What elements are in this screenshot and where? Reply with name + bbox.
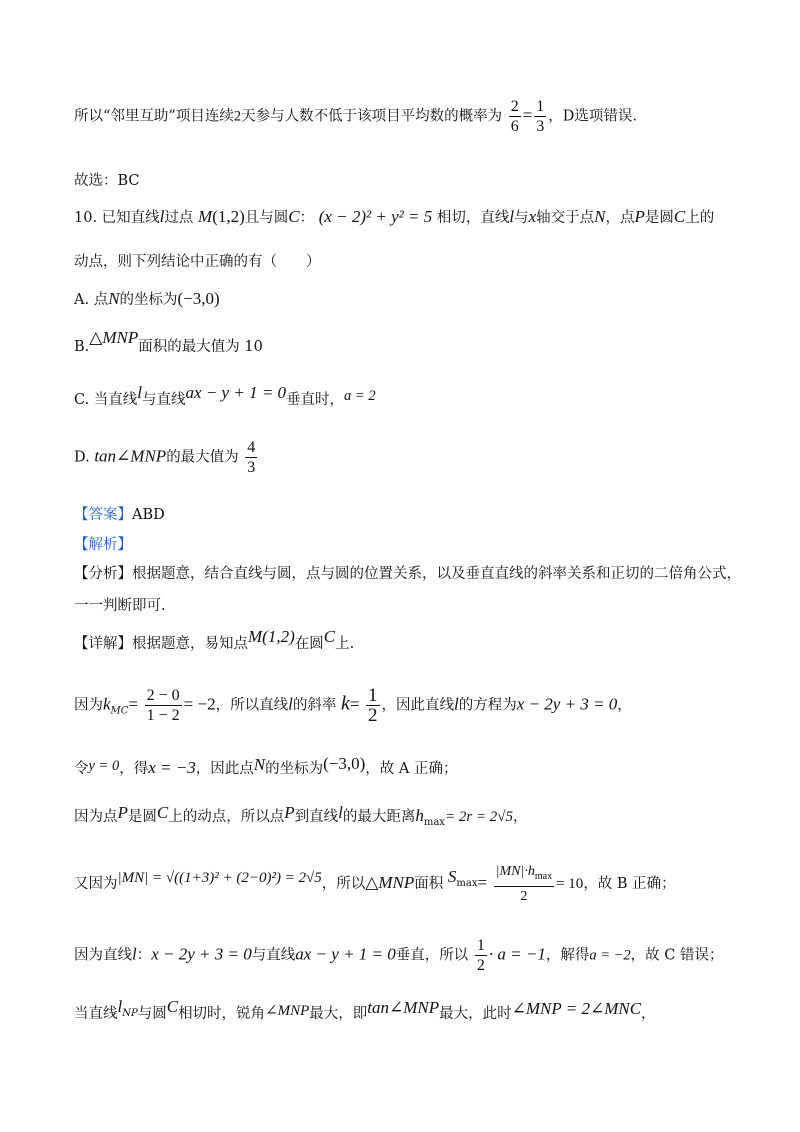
analysis-label: 【解析】 xyxy=(74,537,132,553)
denominator: 2 xyxy=(520,888,528,904)
text: 又因为 xyxy=(74,875,118,892)
analysis-summary-2 xyxy=(74,596,166,616)
var: k xyxy=(340,692,350,715)
text: 上. xyxy=(335,636,355,652)
numerator: 1 xyxy=(536,98,545,115)
value: = 10 xyxy=(556,875,584,892)
text: ，故 C 错误； xyxy=(630,947,724,964)
var: S xyxy=(447,866,457,886)
numerator xyxy=(494,862,554,887)
text: 根据题意，结合直线与圆，点与圆的位置关系，以及垂直直线的斜率关系和正切的二倍角公式， xyxy=(132,566,741,582)
equation: a = 2 xyxy=(344,388,376,404)
var: C xyxy=(288,207,300,226)
detail-intro xyxy=(74,627,355,654)
var: P xyxy=(284,803,295,822)
text: 面积的最大值为 10 xyxy=(138,339,263,355)
question-10-stem xyxy=(74,207,714,228)
var: l xyxy=(338,803,343,822)
coord: (−3,0) xyxy=(177,289,220,308)
equation: x = −3 xyxy=(148,758,196,777)
text: A. 点 xyxy=(74,292,109,308)
text: 一一判断即可. xyxy=(74,598,166,614)
text: ，所以 xyxy=(321,875,366,892)
text: ， xyxy=(617,697,632,714)
option-a xyxy=(74,289,220,310)
fraction-1-3 xyxy=(534,97,546,136)
answer-value: ABD xyxy=(132,507,165,523)
text: 面积 xyxy=(414,875,444,892)
numerator: 4 xyxy=(247,439,256,456)
fraction-area xyxy=(494,862,554,906)
var: l xyxy=(117,997,123,1016)
fraction-half xyxy=(366,686,380,725)
mn-length: |MN| = √((1+3)² + (2−0)²) = 2√5 xyxy=(117,869,322,886)
text: 的最大距离 xyxy=(342,809,416,825)
denominator: 3 xyxy=(536,118,545,135)
var: P xyxy=(634,207,645,226)
equation: ax − y + 1 = 0 xyxy=(295,944,396,964)
text: 的坐标为 xyxy=(265,761,324,777)
subscript: max xyxy=(423,816,445,828)
text: 过点 xyxy=(164,210,194,226)
fraction-slope xyxy=(145,686,182,725)
text: 上的动点，所以点 xyxy=(168,809,285,825)
var: C xyxy=(323,627,336,646)
var: M xyxy=(198,207,213,226)
var: l xyxy=(509,207,515,226)
angle-relation: ∠MNP = 2∠MNC xyxy=(511,999,642,1018)
denominator: 2 xyxy=(476,957,485,974)
denominator: 1 − 2 xyxy=(146,707,180,724)
text: 是圆 xyxy=(644,210,674,226)
text: 故选：BC xyxy=(74,173,140,189)
numerator: 1 xyxy=(368,685,378,706)
var: C xyxy=(673,207,686,226)
var: N xyxy=(108,289,120,308)
var: l xyxy=(159,207,165,226)
option-c xyxy=(74,383,376,410)
equation: a = −2 xyxy=(589,947,631,964)
line-choose-bc xyxy=(74,171,140,191)
text: 天参与人数不低于该项目平均数的概率为 xyxy=(241,108,503,125)
text: 最大，此时 xyxy=(439,1006,512,1022)
text: ，因此直线 xyxy=(381,697,455,714)
text: 所以“邻里互助”项目连续 xyxy=(74,108,234,125)
text: 垂直时， xyxy=(286,392,345,408)
text: ： xyxy=(136,947,152,964)
perpendicular-line xyxy=(74,936,723,975)
var: C xyxy=(156,803,169,822)
question-10-stem-2 xyxy=(74,252,321,272)
triangle: △MNP xyxy=(89,328,139,347)
text: 的最大值为 xyxy=(166,449,239,466)
text: B. xyxy=(74,339,90,355)
text: 当直线 xyxy=(74,1006,118,1022)
text: ，故 A 正确； xyxy=(365,761,458,777)
analysis-summary-label: 【分析】 xyxy=(74,566,132,582)
point-n-line xyxy=(74,754,458,779)
equation: = 2r = 2√5 xyxy=(444,809,514,825)
text: 是圆 xyxy=(127,809,157,825)
tan-expression: tan∠MNP xyxy=(367,998,440,1017)
text: ， xyxy=(641,1006,656,1022)
fraction-2-6 xyxy=(509,97,521,136)
equation: ax − y + 1 = 0 xyxy=(185,383,287,402)
equation: · a = −1 xyxy=(488,944,546,964)
text: 与直线 xyxy=(142,392,186,408)
option-d xyxy=(74,438,259,477)
text: 轴交于点 xyxy=(536,210,595,226)
equals: = xyxy=(522,105,533,125)
circle-equation: (x − 2)² + y² = 5 xyxy=(318,207,433,226)
text: 的坐标为 xyxy=(119,292,178,308)
text: 与 xyxy=(514,210,529,226)
equation: x − 2y + 3 = 0 xyxy=(151,944,252,964)
answer-label: 【答案】 xyxy=(74,507,132,523)
text: ，D选项错误. xyxy=(548,108,638,125)
text: ，故 B 正确； xyxy=(583,875,676,892)
text: 与圆 xyxy=(137,1006,167,1022)
text: 相切，直线 xyxy=(436,210,510,226)
numerator: 2 − 0 xyxy=(146,687,180,704)
text: 令 xyxy=(74,761,89,777)
line-probability xyxy=(74,97,637,136)
text: 最大，即 xyxy=(309,1006,368,1022)
text: ，得 xyxy=(119,761,149,777)
numerator-text: |MN|·h xyxy=(495,864,535,879)
text: 因为 xyxy=(74,697,103,714)
equals: = xyxy=(128,694,139,714)
subscript: max xyxy=(456,877,478,889)
fraction-4-3 xyxy=(245,438,257,477)
num: 2 xyxy=(233,108,242,125)
denominator: 3 xyxy=(247,459,256,476)
angle: ∠MNP xyxy=(265,1003,310,1019)
var: k xyxy=(103,694,111,714)
text: 且与圆 xyxy=(244,210,289,226)
var: C xyxy=(166,997,179,1016)
text: 的斜率 xyxy=(292,697,337,714)
text: ，解得 xyxy=(545,947,590,964)
var: l xyxy=(137,383,143,402)
area-line xyxy=(74,862,676,906)
answer xyxy=(74,505,165,525)
numerator: 1 xyxy=(476,937,485,954)
text: D. xyxy=(74,449,90,466)
numerator: 2 xyxy=(510,98,519,115)
tan-expression: tan∠MNP xyxy=(94,446,167,466)
text: 在圆 xyxy=(294,636,324,652)
subscript: NP xyxy=(122,1007,138,1019)
var: h xyxy=(415,806,424,825)
text: ，点 xyxy=(605,210,635,226)
var: x xyxy=(528,207,537,226)
text: ，所以直线 xyxy=(215,697,289,714)
var: l xyxy=(454,694,459,714)
text: 因为点 xyxy=(74,809,118,825)
var: N xyxy=(253,755,266,774)
slope-line xyxy=(74,686,632,725)
triangle: △MNP xyxy=(365,872,415,892)
line-equation: x − 2y + 3 = 0 xyxy=(516,694,618,714)
point: M(1,2) xyxy=(248,627,295,646)
var: l xyxy=(132,944,137,964)
coord: (1,2) xyxy=(212,207,245,226)
text: 与直线 xyxy=(251,947,296,964)
denominator: 6 xyxy=(510,118,519,135)
equals: = xyxy=(349,694,360,714)
equals: = xyxy=(477,872,488,892)
text: 上的 xyxy=(685,210,715,226)
text: ，因此点 xyxy=(195,761,254,777)
var: P xyxy=(117,803,128,822)
analysis-summary xyxy=(74,564,741,584)
tangent-line xyxy=(74,997,656,1030)
detail-label: 【详解】 xyxy=(74,636,132,652)
text: C. 当直线 xyxy=(74,392,138,408)
analysis-heading xyxy=(74,535,132,555)
denominator: 2 xyxy=(368,705,378,726)
text: 垂直，所以 xyxy=(395,947,469,964)
max-distance-line xyxy=(74,803,528,833)
option-b xyxy=(74,328,263,357)
subscript: max xyxy=(534,870,553,882)
text: 相切时，锐角 xyxy=(178,1006,266,1022)
text: 根据题意，易知点 xyxy=(132,636,248,652)
value: = −2 xyxy=(183,694,216,714)
text: ， xyxy=(513,809,528,825)
text: 10. 已知直线 xyxy=(74,210,160,226)
fraction-half xyxy=(475,936,487,975)
text: 到直线 xyxy=(294,809,339,825)
subscript: MC xyxy=(110,705,129,717)
equation: y = 0 xyxy=(88,758,120,774)
text: ： xyxy=(299,210,315,226)
text: 因为直线 xyxy=(74,947,132,964)
var: N xyxy=(594,207,606,226)
text: 动点，则下列结论中正确的有（ ） xyxy=(74,254,321,270)
coord: (−3,0) xyxy=(323,754,366,773)
var: l xyxy=(288,694,293,714)
text: 的方程为 xyxy=(458,697,517,714)
